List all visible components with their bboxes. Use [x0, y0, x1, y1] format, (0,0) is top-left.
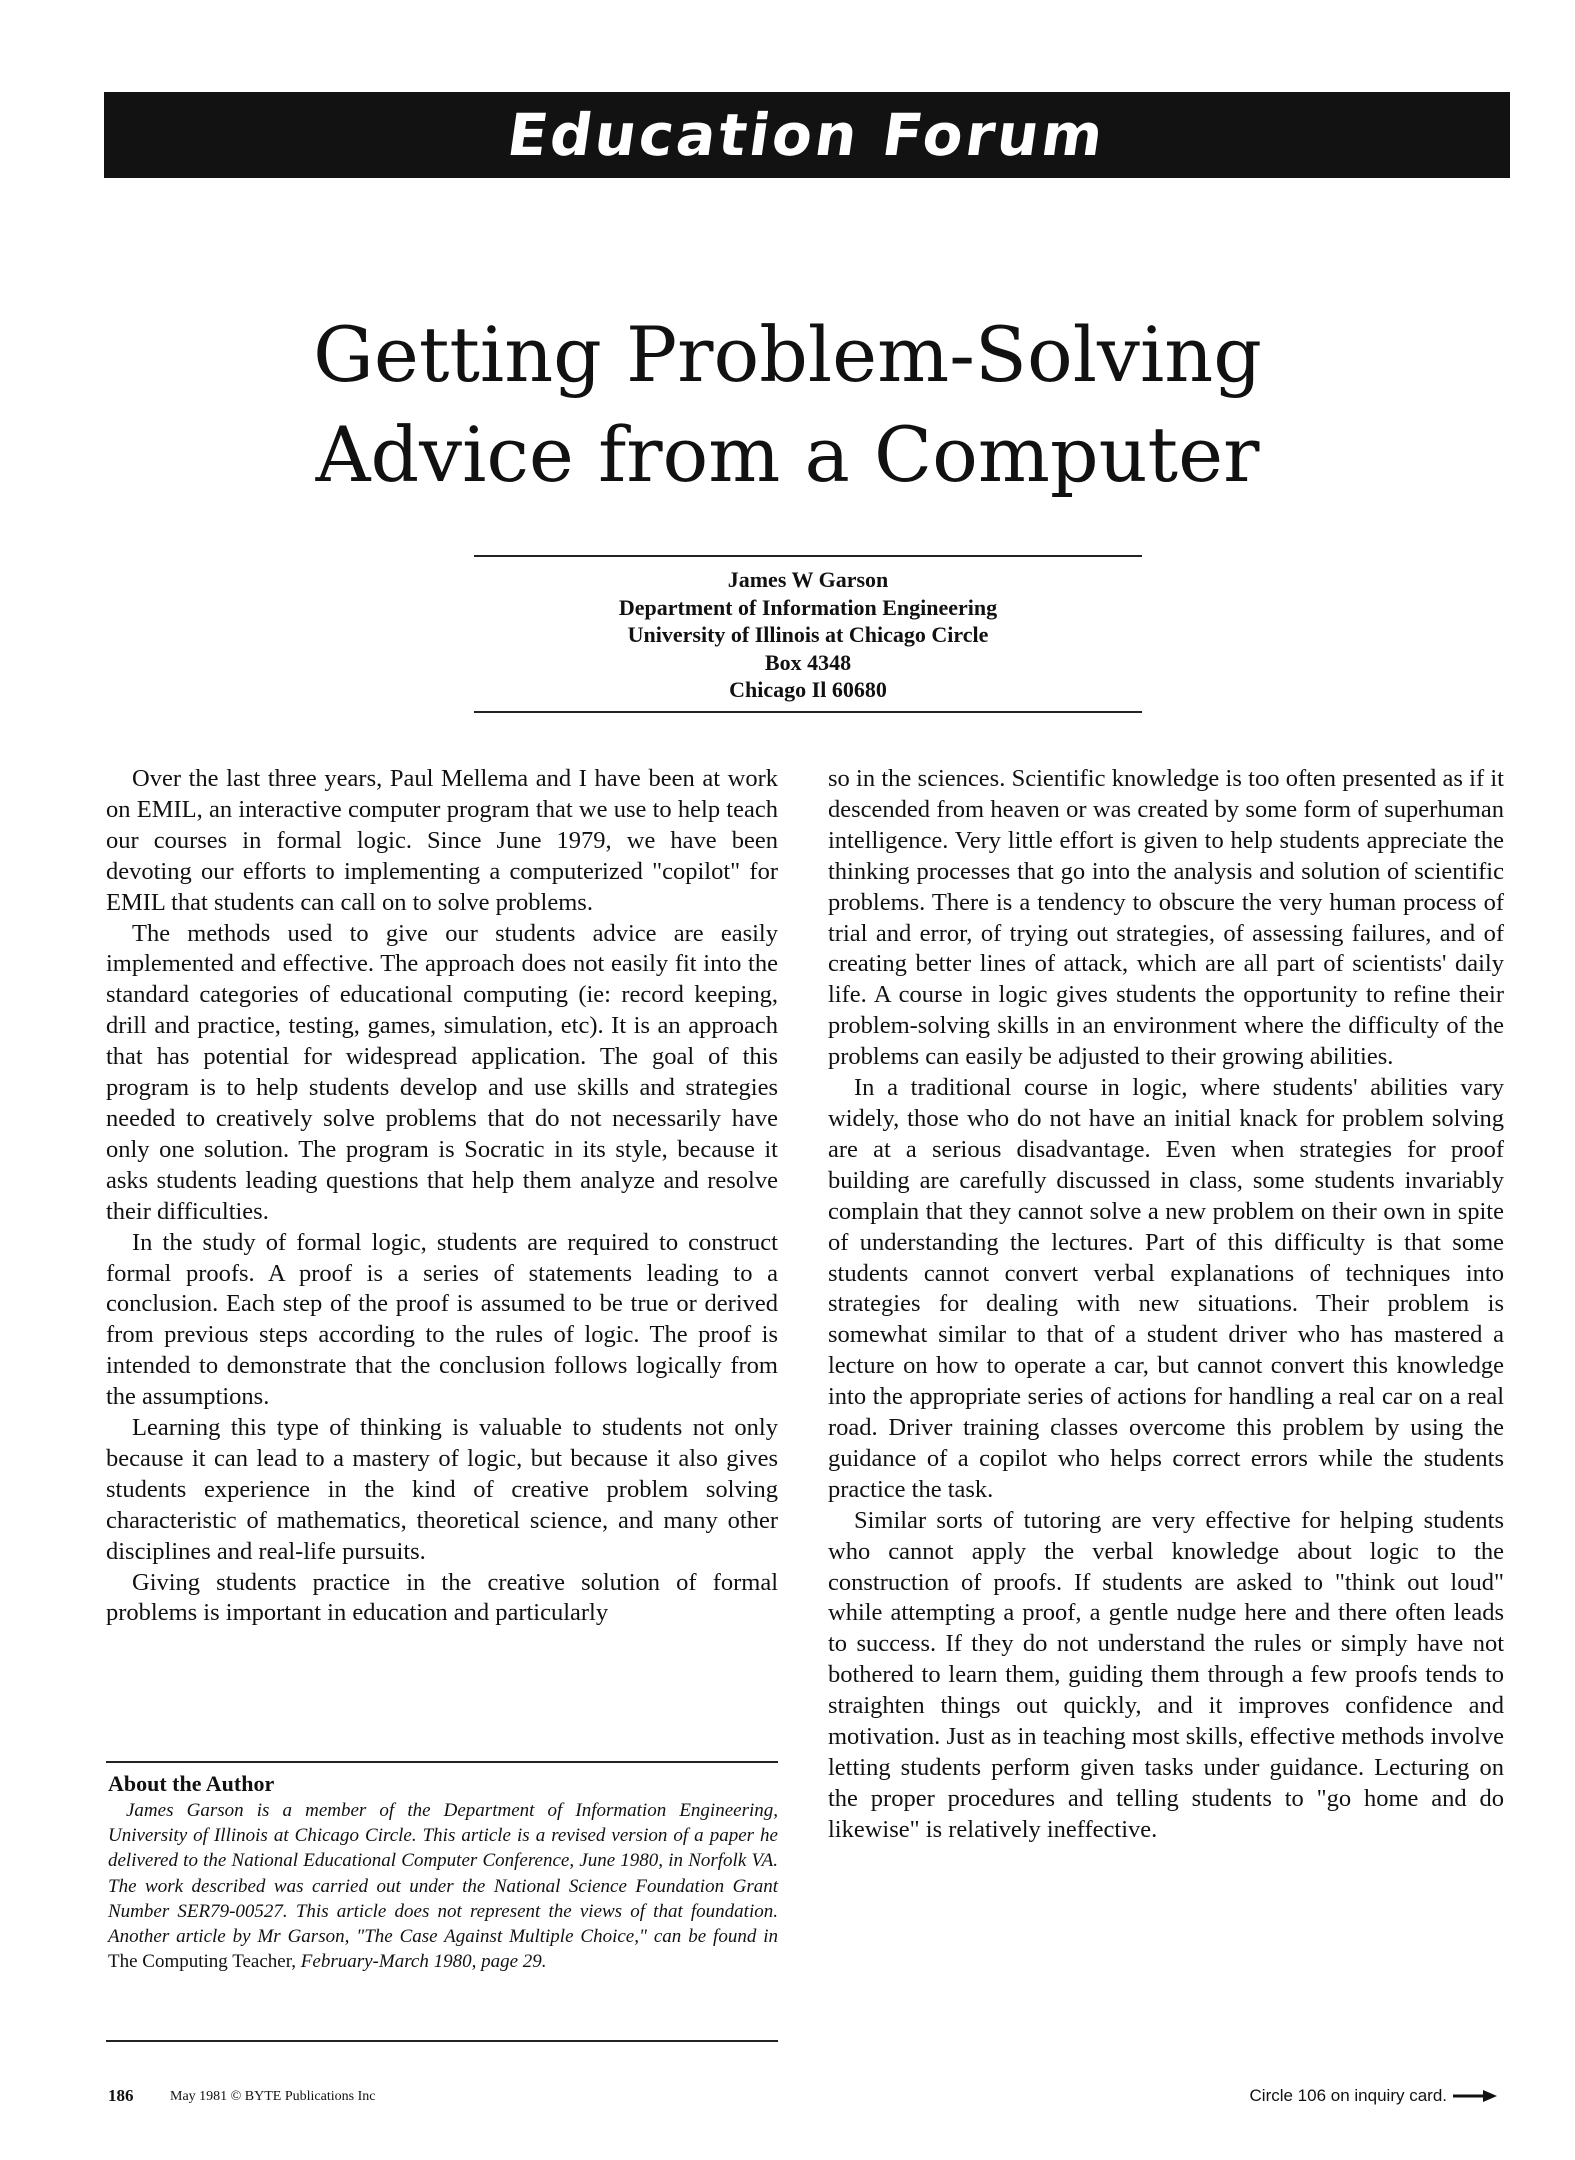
about-heading: About the Author: [108, 1771, 275, 1796]
paragraph: In the study of formal logic, students are required to construct formal proofs. A proof is a series of statements leading to a conclusion. Each step of the proof is assumed to be true or derived from previous steps according to the rules of logic. The proof is intended to demonstrate that the conclusion follows logically from the assumptions.: [106, 1228, 778, 1411]
article-title: [0, 305, 1575, 505]
author-university: University of Illinois at Chicago Circle: [627, 622, 989, 647]
about-bottom-rule: [106, 2040, 778, 2042]
author-top-rule: [474, 555, 1142, 557]
section-banner: [104, 92, 1510, 178]
about-body-text: James Garson is a member of the Department of Information Engineering, University of Illinois at Chicago Circle. This article is a revised version of a paper he delivered to the National Educational Computer Conference, June 1980, in Norfolk VA. The work described was carried out under the National Science Foundation Grant Number SER79-00527. This article does not represent the views of that foundation. Another article by Mr Garson, "The Case Against Multiple Choice," can be found in: [108, 1800, 778, 1948]
author-city: Chicago Il 60680: [729, 677, 887, 702]
right-arrow-icon: [1453, 2090, 1497, 2102]
author-byline: [474, 566, 1142, 704]
paragraph: Learning this type of thinking is valuable to students not only because it can lead to a mastery of logic, but because it also gives students experience in the kind of creative problem solving characteristic of mathematics, theoretical science, and many other disciplines and real-life pursuits.: [106, 1414, 778, 1565]
inquiry-text: Circle 106 on inquiry card.: [1249, 2086, 1447, 2105]
body-column-left: [106, 764, 778, 1629]
section-banner-label: Education Forum: [503, 101, 1111, 169]
publication-line: May 1981 © BYTE Publications Inc: [170, 2089, 376, 2104]
inquiry-card-note: [1250, 2086, 1497, 2106]
about-body-end: February-March 1980, page 29.: [296, 1951, 547, 1973]
page-number: 186: [108, 2086, 134, 2105]
about-top-rule: [106, 1761, 778, 1763]
about-the-author-box: [108, 1770, 778, 1974]
paragraph: Similar sorts of tutoring are very effective for helping students who cannot apply the verbal knowledge about logic to the construction of proofs. If students are asked to "think out loud" while attempting a proof, a gentle nudge here and there often leads to success. If they do not understand the rules or simply have not bothered to learn them, guiding them through a few proofs tends to straighten things out quickly, and it improves confidence and motivation. Just as in teaching most skills, effective methods involve letting students perform given tasks under guidance. Lecturing on the proper procedures and telling students to "go home and do likewise" is relatively ineffective.: [828, 1506, 1504, 1843]
paragraph: In a traditional course in logic, where students' abilities vary widely, those who do not have an initial knack for problem solving are at a serious disadvantage. Even when strategies for proof building are carefully discussed in class, some students invariably complain that they cannot solve a new problem on their own in spite of understanding the lectures. Part of this difficulty is that some students cannot convert verbal explanations of techniques into strategies for dealing with new situations. Their problem is somewhat similar to that of a student driver who has mastered a lecture on how to operate a car, but cannot convert this knowledge into the appropriate series of actions for handling a real car on a real road. Driver training classes overcome this problem by using the guidance of a copilot who helps correct errors while the students practice the task.: [828, 1074, 1504, 1503]
author-department: Department of Information Engineering: [618, 594, 998, 620]
article-title-line-1: Getting Problem-Solving: [313, 310, 1262, 399]
author-name: James W Garson: [727, 567, 889, 592]
paragraph: The methods used to give our students advice are easily implemented and effective. The approach does not easily fit into the standard categories of educational computing (ie: record keeping, drill and practice, testing, games, simulation, etc). It is an approach that has potential for widespread application. The goal of this program is to help students develop and use skills and strategies needed to creatively solve problems that do not necessarily have only one solution. The program is Socratic in its style, because it asks students leading questions that help them analyze and resolve their difficulties.: [106, 919, 778, 1225]
article-title-line-2: Advice from a Computer: [315, 410, 1260, 499]
about-journal-name: The Computing Teacher,: [108, 1951, 297, 1973]
paragraph: Over the last three years, Paul Mellema and I have been at work on EMIL, an interactive computer program that we use to help teach our courses in formal logic. Since June 1979, we have been devoting our efforts to implementing a computerized "copilot" for EMIL that students can call on to solve problems.: [106, 765, 778, 916]
paragraph: so in the sciences. Scientific knowledge is too often presented as if it descended from heaven or was created by some form of superhuman intelligence. Very little effort is given to help students appreciate the thinking processes that go into the analysis and solution of scientific problems. There is a tendency to obscure the very human process of trial and error, of trying out strategies, of assessing failures, and of creating better lines of attack, which are all part of scientists' daily life. A course in logic gives students the opportunity to refine their problem-solving skills in an environment where the difficulty of the problems can easily be adjusted to their growing abilities.: [828, 765, 1504, 1071]
author-bottom-rule: [474, 711, 1142, 713]
about-body: [108, 1798, 778, 1974]
body-column-right: [828, 764, 1504, 1846]
author-box: Box 4348: [764, 649, 852, 675]
paragraph: Giving students practice in the creative solution of formal problems is important in education and particularly: [106, 1568, 778, 1627]
